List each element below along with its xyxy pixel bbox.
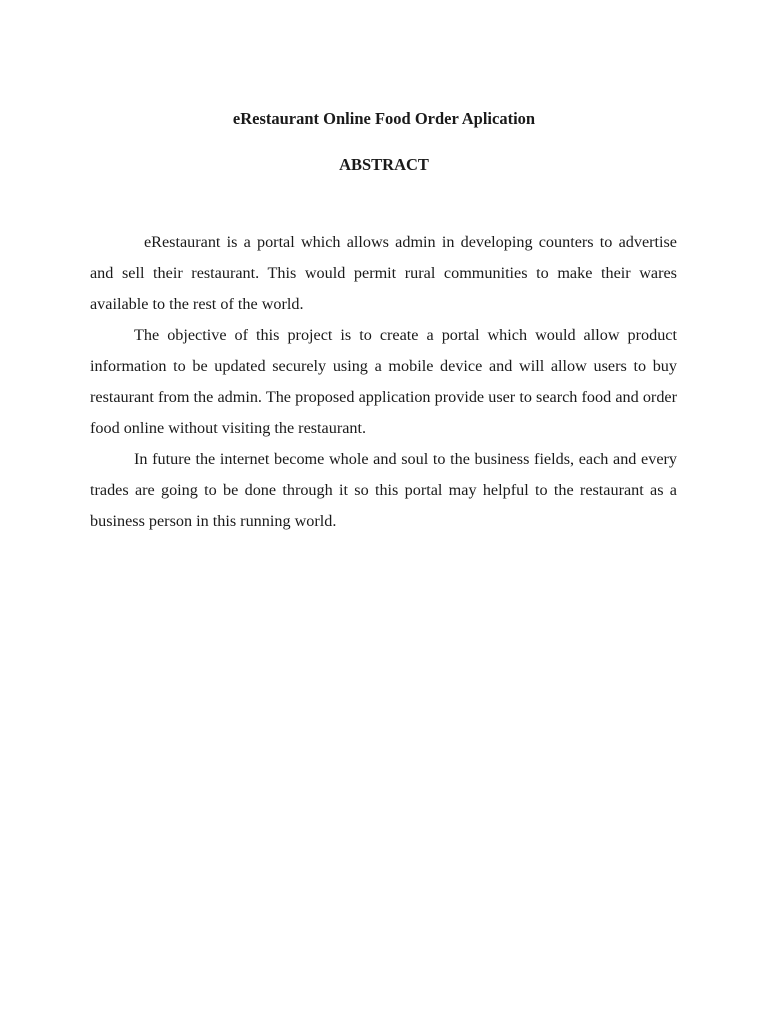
document-title: eRestaurant Online Food Order Aplication	[232, 109, 536, 128]
abstract-paragraph-1: eRestaurant is a portal which allows admin in developing counters to advertise and sell their restaurant. This would permit rural communities to make their wares available to the rest of the world.	[90, 233, 677, 313]
abstract-body	[90, 227, 677, 537]
abstract-paragraph-3: In future the internet become whole and soul to the business fields, each and every trades are going to be done through it so this portal may helpful to the restaurant as a business person in this running world.	[90, 450, 677, 530]
abstract-heading: ABSTRACT	[339, 155, 429, 174]
abstract-paragraph-2: The objective of this project is to create a portal which would allow product information to be updated securely using a mobile device and will allow users to buy restaurant from the admin. The proposed application provide user to search food and order food online without visiting the restaurant.	[90, 326, 677, 437]
